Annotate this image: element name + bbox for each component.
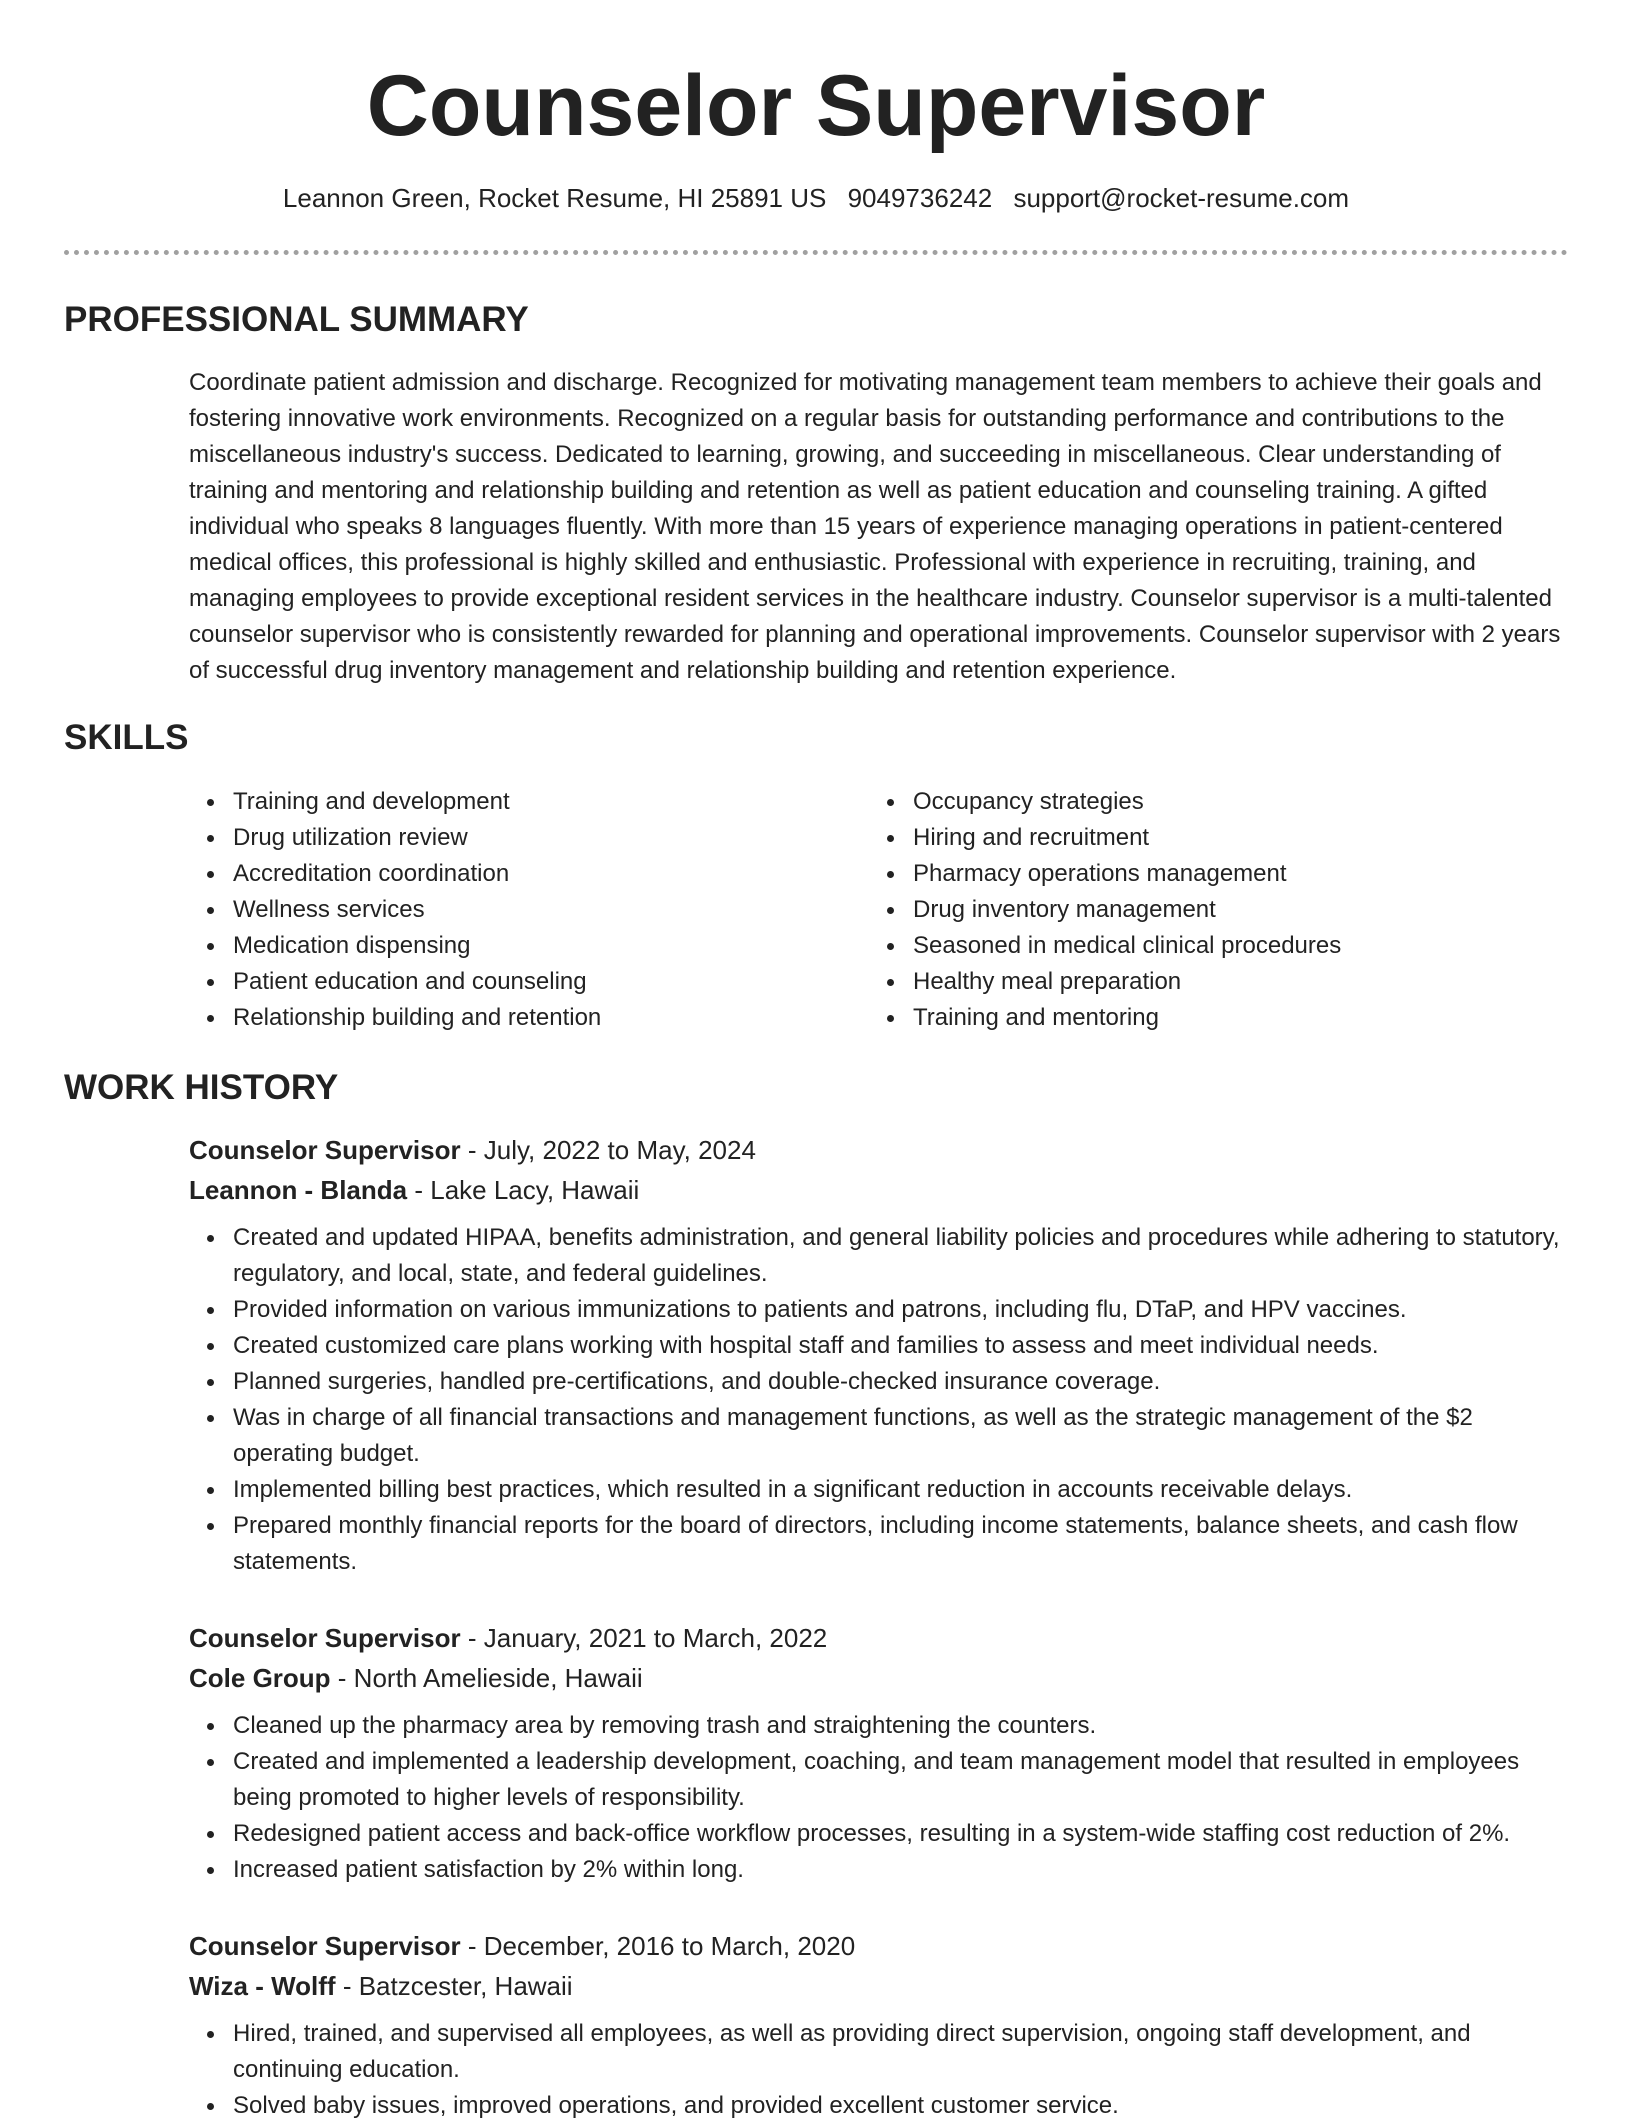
job-entry bbox=[189, 1130, 1571, 1580]
job-bullet: Provided information on various immunizations to patients and patrons, including flu, DTaP, and HPV vaccines. bbox=[233, 1292, 1571, 1328]
skill-item: Training and mentoring bbox=[913, 1000, 1549, 1036]
skill-item: Accreditation coordination bbox=[233, 856, 869, 892]
summary-text: Coordinate patient admission and discharge. Recognized for motivating management team members to achieve their goals and fostering innovative work environments. Recognized on a regular basis for outstanding performance and contributions to the miscellaneous industry's success. Dedicated to learning, growing, and succeeding in miscellaneous. Clear understanding of training and mentoring and relationship building and retention as well as patient education and counseling training. A gifted individual who speaks 8 languages fluently. With more than 15 years of experience managing operations in patient-centered medical offices, this professional is highly skilled and enthusiastic. Professional with experience in recruiting, training, and managing employees to provide exceptional resident services in the healthcare industry. Counselor supervisor is a multi-talented counselor supervisor who is consistently rewarded for planning and operational improvements. Counselor supervisor with 2 years of successful drug inventory management and relationship building and retention experience. bbox=[189, 369, 1561, 684]
job-bullets bbox=[189, 1708, 1571, 1888]
job-bullets bbox=[189, 1220, 1571, 1580]
skill-item: Training and development bbox=[233, 784, 869, 820]
skill-item: Hiring and recruitment bbox=[913, 820, 1549, 856]
skill-item: Drug utilization review bbox=[233, 820, 869, 856]
job-company-line bbox=[189, 1966, 1571, 2006]
skill-item: Drug inventory management bbox=[913, 892, 1549, 928]
job-location: - Lake Lacy, Hawaii bbox=[407, 1175, 640, 1205]
skill-item: Seasoned in medical clinical procedures bbox=[913, 928, 1549, 964]
job-company: Cole Group bbox=[189, 1663, 331, 1693]
skills-heading: SKILLS bbox=[64, 718, 189, 757]
job-bullet: Planned surgeries, handled pre-certifications, and double-checked insurance coverage. bbox=[233, 1364, 1571, 1400]
job-entry bbox=[189, 1926, 1571, 2124]
job-bullet: Implemented billing best practices, which resulted in a significant reduction in accounts receivable delays. bbox=[233, 1472, 1571, 1508]
job-bullet: Redesigned patient access and back-office workflow processes, resulting in a system-wide staffing cost reduction of 2%. bbox=[233, 1816, 1571, 1852]
skill-item: Patient education and counseling bbox=[233, 964, 869, 1000]
job-location: - North Amelieside, Hawaii bbox=[330, 1663, 643, 1693]
job-bullet: Created and updated HIPAA, benefits administration, and general liability policies and procedures while adhering to statutory, regulatory, and local, state, and federal guidelines. bbox=[233, 1220, 1571, 1292]
job-bullet: Prepared monthly financial reports for the board of directors, including income statements, balance sheets, and cash flow statements. bbox=[233, 1508, 1571, 1580]
job-dates: - December, 2016 to March, 2020 bbox=[460, 1931, 856, 1961]
skill-item: Occupancy strategies bbox=[913, 784, 1549, 820]
job-role: Counselor Supervisor bbox=[189, 1135, 461, 1165]
job-role: Counselor Supervisor bbox=[189, 1931, 461, 1961]
skills-column-right bbox=[869, 784, 1549, 1036]
job-bullet: Increased patient satisfaction by 2% within long. bbox=[233, 1852, 1571, 1888]
job-role: Counselor Supervisor bbox=[189, 1623, 461, 1653]
job-title-line bbox=[189, 1618, 1571, 1658]
job-company: Leannon - Blanda bbox=[189, 1175, 408, 1205]
skills-list bbox=[189, 784, 1569, 1036]
job-location: - Batzcester, Hawaii bbox=[335, 1971, 573, 2001]
job-company-line bbox=[189, 1658, 1571, 1698]
candidate-name: Counselor Supervisor bbox=[366, 58, 1266, 154]
skill-item: Medication dispensing bbox=[233, 928, 869, 964]
job-bullets bbox=[189, 2016, 1571, 2124]
job-title-line bbox=[189, 1926, 1571, 1966]
skill-item: Relationship building and retention bbox=[233, 1000, 869, 1036]
contact-phone: 9049736242 bbox=[847, 183, 993, 213]
skill-item: Pharmacy operations management bbox=[913, 856, 1549, 892]
job-dates: - July, 2022 to May, 2024 bbox=[460, 1135, 756, 1165]
job-bullet: Was in charge of all financial transactions and management functions, as well as the strategic management of the $2 operating budget. bbox=[233, 1400, 1571, 1472]
header-divider bbox=[64, 250, 1568, 255]
job-bullet: Created and implemented a leadership development, coaching, and team management model that resulted in employees being promoted to higher levels of responsibility. bbox=[233, 1744, 1571, 1816]
job-dates: - January, 2021 to March, 2022 bbox=[460, 1623, 828, 1653]
job-entry bbox=[189, 1618, 1571, 1888]
skills-column-left bbox=[189, 784, 869, 1036]
contact-address: Leannon Green, Rocket Resume, HI 25891 US bbox=[282, 183, 827, 213]
job-title-line bbox=[189, 1130, 1571, 1170]
job-bullet: Hired, trained, and supervised all employees, as well as providing direct supervision, ongoing staff development, and continuing education. bbox=[233, 2016, 1571, 2088]
contact-line bbox=[0, 180, 1632, 216]
job-company-line bbox=[189, 1170, 1571, 1210]
work-history-heading: WORK HISTORY bbox=[64, 1068, 339, 1107]
job-bullet: Solved baby issues, improved operations, and provided excellent customer service. bbox=[233, 2088, 1571, 2124]
skill-item: Wellness services bbox=[233, 892, 869, 928]
contact-email: support@rocket-resume.com bbox=[1013, 183, 1350, 213]
skill-item: Healthy meal preparation bbox=[913, 964, 1549, 1000]
job-bullet: Cleaned up the pharmacy area by removing trash and straightening the counters. bbox=[233, 1708, 1571, 1744]
summary-heading: PROFESSIONAL SUMMARY bbox=[64, 300, 529, 339]
job-company: Wiza - Wolff bbox=[189, 1971, 336, 2001]
job-bullet: Created customized care plans working with hospital staff and families to assess and meet individual needs. bbox=[233, 1328, 1571, 1364]
